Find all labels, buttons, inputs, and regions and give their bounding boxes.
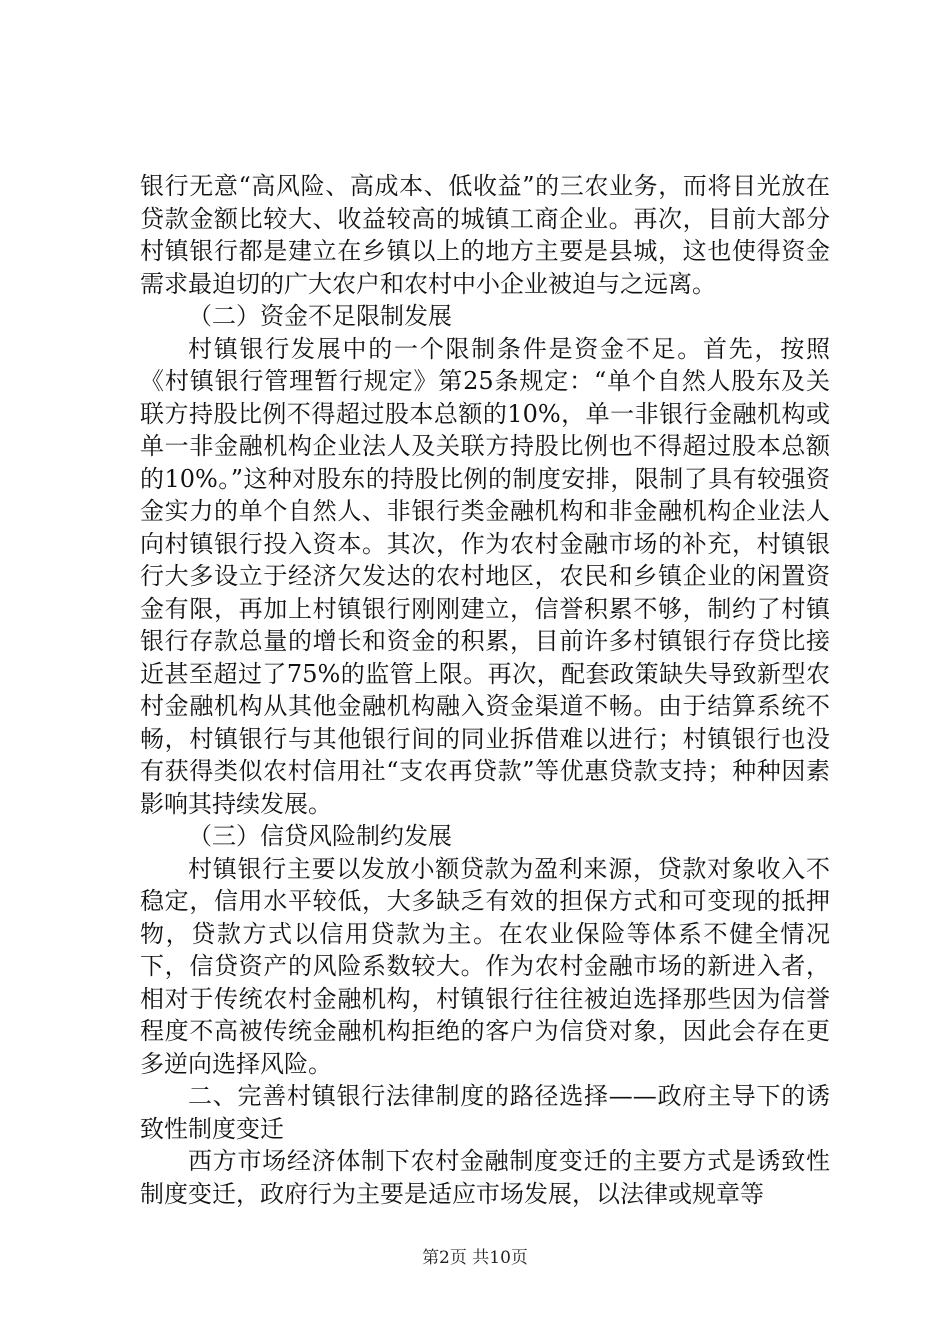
paragraph-western-institutional-change: 西方市场经济体制下农村金融制度变迁的主要方式是诱致性制度变迁，政府行为主要是适应市场发展，以法律或规章等 xyxy=(140,1147,830,1208)
document-body xyxy=(140,170,830,1210)
section-heading-funding-shortage: （二）资金不足限制发展 xyxy=(188,302,452,330)
section-heading-credit-risk: （三）信贷风险制约发展 xyxy=(188,822,452,850)
paragraph-intro-continuation: 银行无意“高风险、高成本、低收益”的三农业务，而将目光放在贷款金额比较大、收益较高的城镇工商企业。再次，目前大部分村镇银行都是建立在乡镇以上的地方主要是县城，这也使得资金需求最迫切的广大农户和农村中小企业被迫与之远离。 xyxy=(140,172,830,298)
section-heading-path-selection: 二、完善村镇银行法律制度的路径选择——政府主导下的诱致性制度变迁 xyxy=(140,1082,830,1143)
paragraph-funding-shortage: 村镇银行发展中的一个限制条件是资金不足。首先，按照《村镇银行管理暂行规定》第25条规定：“单个自然人股东及关联方持股比例不得超过股本总额的10%，单一非银行金融机构或单一非金融机构企业法人及关联方持股比例也不得超过股本总额的10%。”这种对股东的持股比例的制度安排，限制了具有较强资金实力的单个自然人、非银行类金融机构和非金融机构企业法人向村镇银行投入资本。其次，作为农村金融市场的补充，村镇银行大多设立于经济欠发达的农村地区，农民和乡镇企业的闲置资金有限，再加上村镇银行刚刚建立，信誉积累不够，制约了村镇银行存款总量的增长和资金的积累，目前许多村镇银行存贷比接近甚至超过了75%的监管上限。再次，配套政策缺失导致新型农村金融机构从其他金融机构融入资金渠道不畅。由于结算系统不畅，村镇银行与其他银行间的同业拆借难以进行；村镇银行也没有获得类似农村信用社“支农再贷款”等优惠贷款支持；种种因素影响其持续发展。 xyxy=(140,334,830,818)
page-number-footer: 第2页 共10页 xyxy=(422,1248,528,1268)
paragraph-credit-risk: 村镇银行主要以发放小额贷款为盈利来源，贷款对象收入不稳定，信用水平较低，大多缺乏有效的担保方式和可变现的抵押物，贷款方式以信用贷款为主。在农业保险等体系不健全情况下，信贷资产的风险系数较大。作为农村金融市场的新进入者，相对于传统农村金融机构，村镇银行往往被迫选择那些因为信誉程度不高被传统金融机构拒绝的客户为信贷对象，因此会存在更多逆向选择风险。 xyxy=(140,854,830,1078)
